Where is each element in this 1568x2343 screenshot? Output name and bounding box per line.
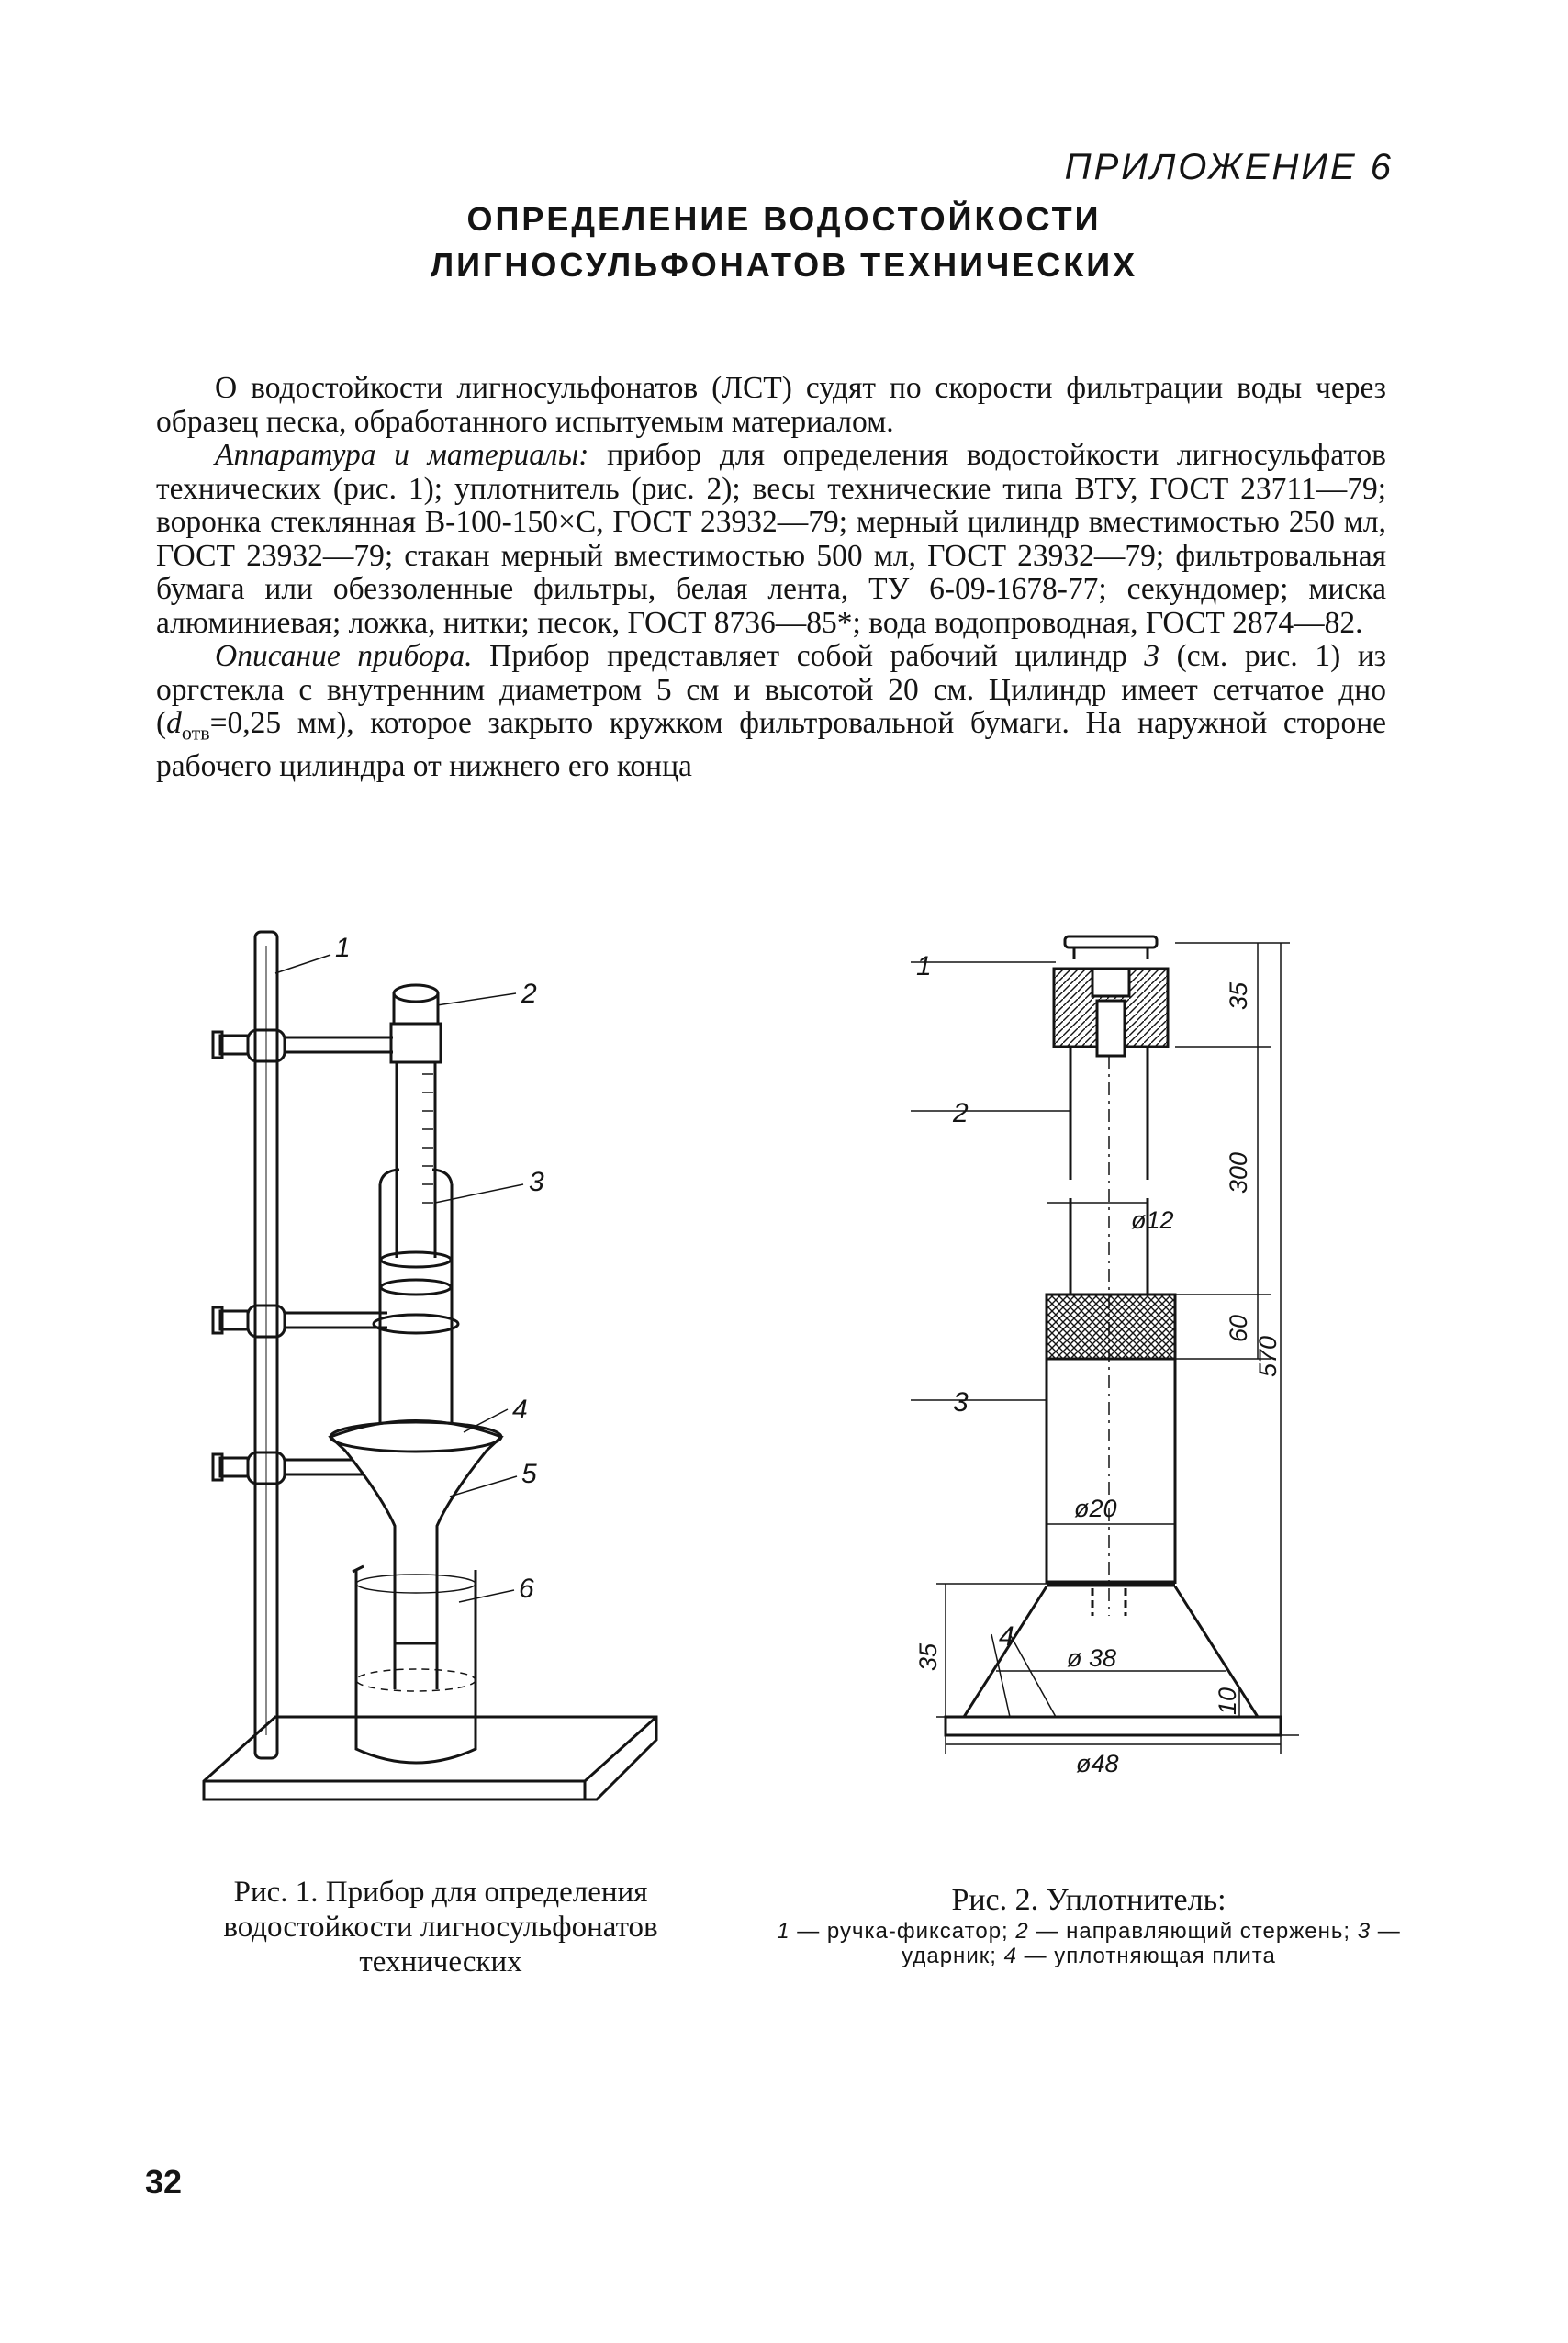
dim-300: 300 [1225,1151,1252,1194]
fig2-label-4: 4 [999,1621,1014,1652]
fig2-label-2: 2 [953,1098,969,1128]
description-d: d [166,706,182,740]
legend-num-4: 4 [1003,1944,1017,1968]
fig2-label-1: 1 [916,951,932,981]
paragraph-description [156,640,1386,784]
legend-text-3: — ударник; [902,1919,1401,1968]
description-sub: отв [181,721,210,745]
description-text-3: =0,25 мм), которое закрыто кружком фильтровальной бумаги. На наружной стороне рабочего цилиндра от нижнего его конца [156,706,1386,784]
dim-d48: ø48 [1076,1750,1119,1777]
figure-2-caption-title: Рис. 2. Уплотнитель: [951,1883,1226,1917]
apparatus-text: прибор для определения водостойкости лигносульфатов технических (рис. 1); уплотнитель (рис. 2); весы технические типа ВТУ, ГОСТ 23711—79; воронка стеклянная В-100-150×С, ГОСТ 23932—79; мерный цилиндр вместимостью 250 мл, ГОСТ 23932—79; стакан мерный вместимостью 500 мл, ГОСТ 23932—79; фильтровальная бумага или обеззоленные фильтры, белая лента, ТУ 6-09-1678-77; секундомер; миска алюминиевая; ложка, нитки; песок, ГОСТ 8736—85*; вода водопроводная, ГОСТ 2874—82. [156,438,1387,640]
paragraph-apparatus [156,439,1386,640]
appendix-label: ПРИЛОЖЕНИЕ 6 [1064,147,1394,187]
page-number: 32 [145,2163,183,2201]
fig1-label-6: 6 [519,1574,534,1604]
legend-text-2: — направляющий стержень; [1028,1919,1351,1944]
legend-num-2: 2 [1015,1919,1029,1944]
dim-d38: ø 38 [1067,1644,1117,1672]
fig1-label-4: 4 [512,1395,528,1425]
fig1-label-2: 2 [521,979,537,1009]
figure-1-caption: Рис. 1. Прибор для определения водостойкости лигносульфонатов технических [223,1876,658,1979]
legend-num-3: 3 [1357,1919,1372,1944]
dim-60: 60 [1225,1314,1252,1342]
description-lead: Описание прибора. [215,639,473,673]
figure-2-caption [777,1882,1401,1968]
paragraph-intro: О водостойкости лигносульфонатов (ЛСТ) судят по скорости фильтрации воды через образец песка, обработанного испытуемым материалом. [156,371,1386,439]
legend-text-1: — ручка-фиксатор; [790,1919,1009,1944]
figure-2-compactor [909,918,1313,1827]
legend-text-4: — уплотняющая плита [1016,1944,1276,1968]
figure-1-apparatus [147,909,698,1818]
dim-570: 570 [1254,1335,1282,1377]
fig1-label-1: 1 [335,933,351,963]
description-num: 3 [1144,639,1160,673]
description-text-1: Прибор представляет собой рабочий цилиндр [472,639,1145,673]
figure-2-legend [777,1919,1401,1968]
fig1-label-3: 3 [529,1167,544,1197]
dim-10: 10 [1214,1687,1241,1715]
dim-d12: ø12 [1131,1206,1174,1234]
legend-num-1: 1 [777,1919,790,1944]
dim-d20: ø20 [1074,1495,1117,1522]
description-text-2: (см. рис. 1) из оргстекла с внутренним диаметром 5 см и высотой 20 см. Цилиндр имеет сетчатое дно ( [156,639,1386,740]
title-line-2: ЛИГНОСУЛЬФОНАТОВ ТЕХНИЧЕСКИХ [430,246,1138,284]
body-text [156,372,1386,784]
fig2-label-3: 3 [953,1387,969,1418]
fig1-label-5: 5 [521,1459,537,1489]
dim-35-bottom: 35 [914,1642,942,1671]
apparatus-lead: Аппаратура и материалы: [215,438,589,472]
dim-35-top: 35 [1225,981,1252,1010]
title-line-1: ОПРЕДЕЛЕНИЕ ВОДОСТОЙКОСТИ [466,200,1102,238]
